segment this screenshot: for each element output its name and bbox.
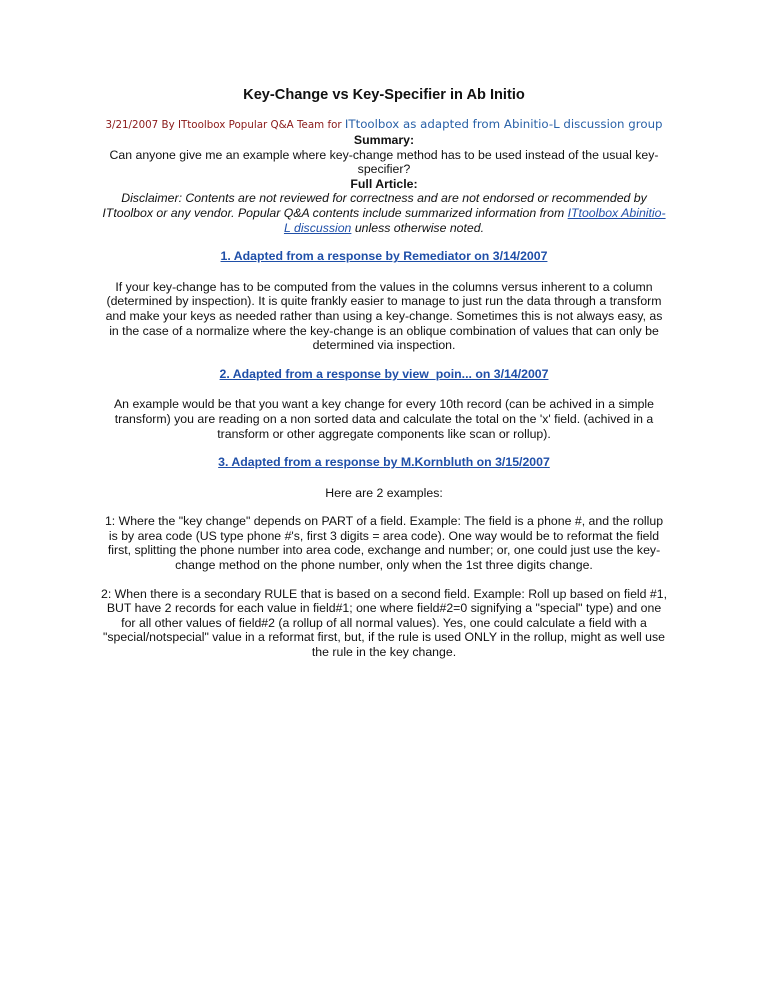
section-1-paragraph: If your key-change has to be computed from the values in the columns versus inherent to a column (determined by inspection). It is quite frankly easier to manage to just run the data through a transform and make your keys as needed rather than using a key-change. Sometimes this is not always easy, as in the case of a normalize where the key-change is an oblique combination of values that can only be determined via inspection. [105,279,663,353]
article-title: Key-Change vs Key-Specifier in Ab Initio [243,87,525,103]
summary-text: Can anyone give me an example where key-change method has to be used instead of the usual key-specifier? [109,147,659,177]
disclaimer [100,191,668,235]
section-2-paragraph: An example would be that you want a key change for every 10th record (can be achived in a simple transform) you are reading on a non sorted data and calculate the total on the 'x' field. (achived in a transform or other aggregate components like scan or rollup). [113,397,654,441]
byline-meta: 3/21/2007 By ITtoolbox Popular Q&A Team for [105,119,345,131]
section-link-2[interactable]: 2. Adapted from a response by view_poin... on 3/14/2007 [219,366,549,381]
discussion-link[interactable]: ITtoolbox Abinitio-L discussion [283,205,666,235]
section-3-example-2: 2: When there is a secondary RULE that is based on a second field. Example: Roll up based on field #1, BUT have 2 records for each value in field#1; one where field#2=0 signifying a "special" type) and one for all other values of field#2 (a rollup of all normal values). Yes, one could calculate a field with a "special/notspecial" value in a reformat first, but, if the rule is used ONLY in the rollup, might as well use the rule in the key change. [101,586,667,660]
section-3-example-1: 1: Where the "key change" depends on PART of a field. Example: The field is a phone #, and the rollup is by area code (US type phone #'s, first 3 digits = area code). One way would be to reformat the field first, splitting the phone number into area code, exchange and number; or, one could just use the key-change method on the phone number, only when the 1st three digits change. [104,514,664,573]
section-heading-2 [100,367,668,382]
full-article-label: Full Article: [350,176,418,191]
disclaimer-text: Disclaimer: Contents are not reviewed for correctness and are not endorsed or recommended by ITtoolbox or any vendor. Popular Q&A contents include summarized information from [102,191,647,220]
section-link-3[interactable]: 3. Adapted from a response by M.Kornbluth on 3/15/2007 [218,455,550,470]
section-heading-3 [100,455,668,470]
byline-source: ITtoolbox as adapted from Abinitio-L discussion group [344,117,663,131]
section-heading-1 [100,249,668,264]
article-body [100,86,668,660]
summary-label: Summary: [353,133,415,147]
section-link-1[interactable]: 1. Adapted from a response by Remediator on 3/14/2007 [220,249,548,264]
byline [100,116,668,133]
section-3-intro: Here are 2 examples: [325,485,443,500]
disclaimer-tail: unless otherwise noted. [351,220,485,235]
